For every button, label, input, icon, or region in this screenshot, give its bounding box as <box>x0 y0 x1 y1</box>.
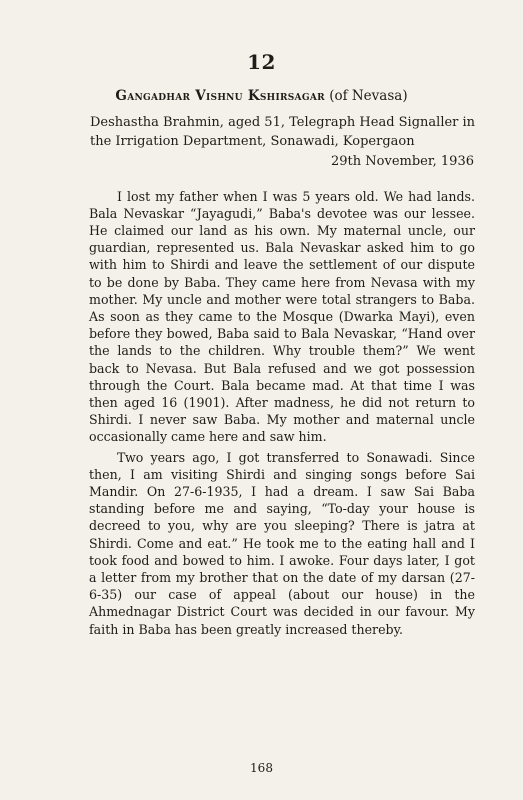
statement-date: 29th November, 1936 <box>331 154 474 169</box>
body-paragraph: Two years ago, I got transferred to Sonawadi. Since then, I am visiting Shirdi and singing songs before Sai Mandir. On 27-6-1935, I had a dream. I saw Sai Baba standing before me and saying, “To-day your house is decreed to you, why are you sleeping? There is jatra at Shirdi. Come and eat.” He took me to the eating hall and I took food and bowed to him. I awoke. Four days later, I got a letter from my brother that on the date of my darsan (27-6-35) our case of appeal (about our house) in the Ahmednagar District Court was decided in our favour. My faith in Baba has been greatly increased thereby. <box>89 449 475 637</box>
body-paragraph: I lost my father when I was 5 years old. We had lands. Bala Nevaskar “Jayagudi,” Baba's devotee was our lessee. He claimed our land as his own. My maternal uncle, our guardian, represented us. Bala Nevaskar asked him to go with him to Shirdi and leave the settlement of our dispute to be done by Baba. They came here from Nevasa with my mother. My uncle and mother were total strangers to Baba. As soon as they came to the Mosque (Dwarka Mayi), even before they bowed, Baba said to Bala Nevaskar, “Hand over the lands to the children. Why trouble them?” We went back to Nevasa. But Bala refused and we got possession through the Court. Bala became mad. At that time I was then aged 16 (1901). After madness, he did not return to Shirdi. I never saw Baba. My mother and maternal uncle occasionally came here and saw him. <box>89 188 475 445</box>
chapter-number: 12 <box>247 50 276 74</box>
page-number: 168 <box>250 761 273 775</box>
statement-heading <box>0 88 523 104</box>
devotee-place: (of Nevasa) <box>329 88 408 104</box>
devotee-description: Deshastha Brahmin, aged 51, Telegraph Head Signaller in the Irrigation Department, Sonawadi, Kopergaon <box>90 115 476 149</box>
devotee-name: Gangadhar Vishnu Kshirsagar <box>115 88 325 104</box>
